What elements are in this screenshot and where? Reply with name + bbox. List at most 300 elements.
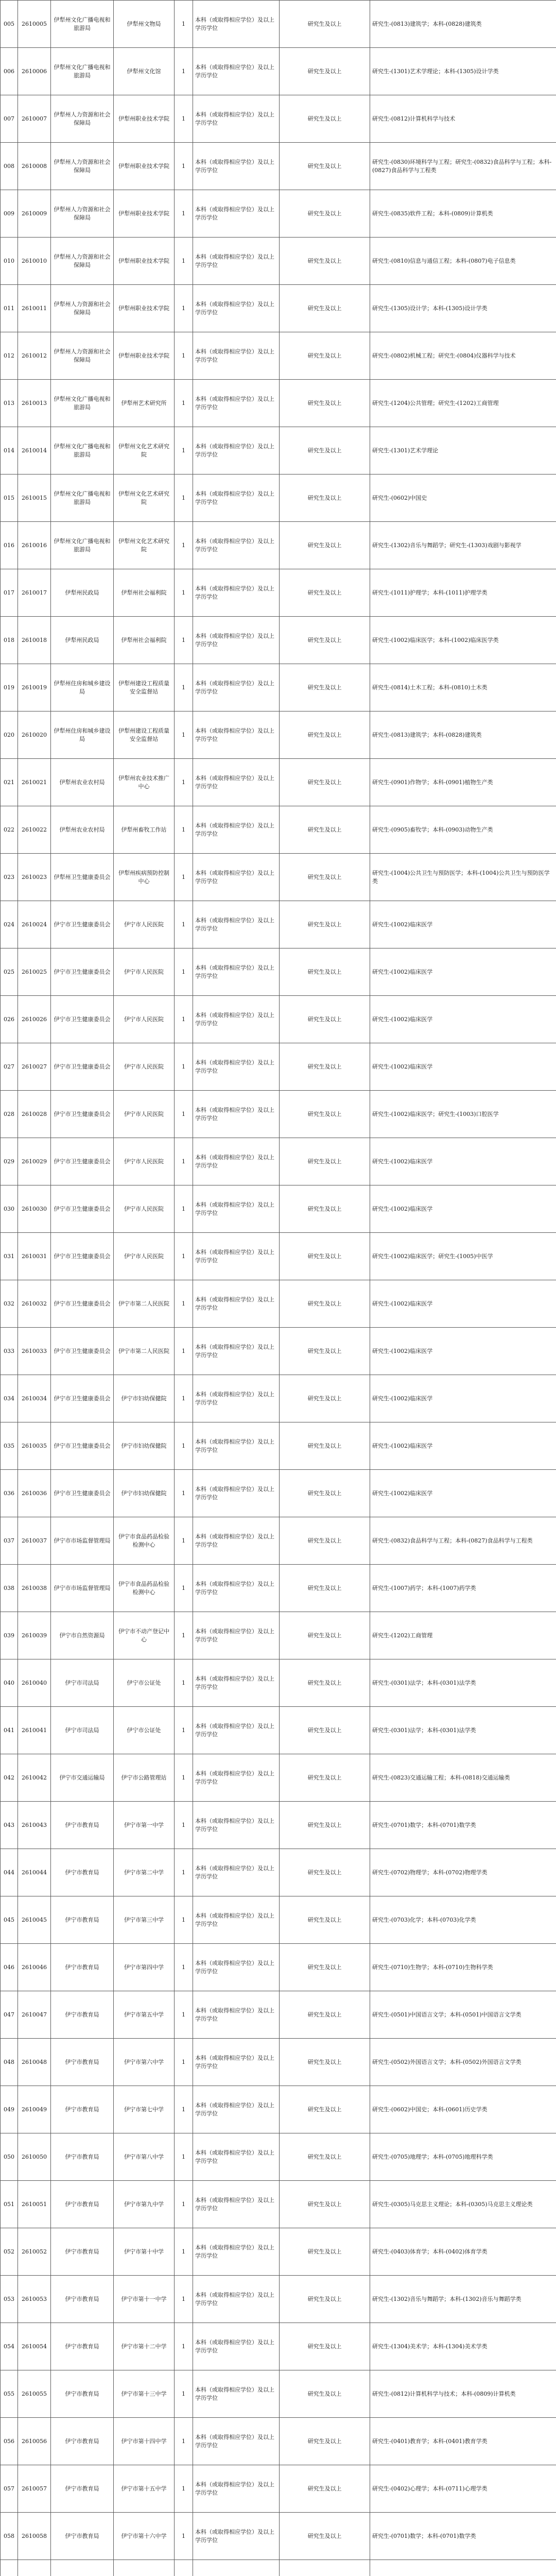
major-requirement: 研究生-(1002)临床医学；研究生-(1005)中医学	[370, 1233, 556, 1280]
hire-count: 1	[175, 2323, 193, 2370]
department-name: 伊犁州人力资源和社会保障局	[51, 95, 114, 143]
department-name: 伊犁州民政局	[51, 569, 114, 617]
unit-name: 伊宁市公证处	[114, 1659, 175, 1707]
department-name: 伊宁市教育局	[51, 2323, 114, 2370]
department-name: 伊宁市教育局	[51, 2228, 114, 2276]
table-row	[1, 2086, 556, 2133]
major-requirement: 研究生-(0812)计算机科学与技术；本科-(0809)计算机类	[370, 2370, 556, 2418]
unit-name: 伊宁市人民医院	[114, 901, 175, 948]
degree-requirement: 研究生及以上	[280, 2181, 370, 2228]
department-name: 伊犁州农业农村局	[51, 759, 114, 806]
position-code: 2610025	[18, 948, 51, 996]
department-name: 伊宁市卫生健康委员会	[51, 1091, 114, 1138]
hire-count: 1	[175, 474, 193, 522]
degree-requirement: 研究生及以上	[280, 1849, 370, 1896]
position-code: 2610041	[18, 1707, 51, 1754]
table-row	[1, 190, 556, 238]
major-requirement: 研究生-(1002)临床医学	[370, 1280, 556, 1328]
degree-requirement: 研究生及以上	[280, 2276, 370, 2323]
major-requirement: 研究生-(0813)建筑学；本科-(0828)建筑类	[370, 711, 556, 759]
row-index: 057	[1, 2465, 18, 2513]
table-row	[1, 806, 556, 854]
degree-requirement: 研究生及以上	[280, 2086, 370, 2133]
table-row	[1, 1707, 556, 1754]
table-row	[1, 901, 556, 948]
degree-requirement: 研究生及以上	[280, 711, 370, 759]
education-requirement: 本科（或取得相应学位）及以上学历学位	[193, 2039, 280, 2086]
major-requirement: 研究生-(1002)临床医学	[370, 1138, 556, 1185]
row-index: 018	[1, 617, 18, 664]
department-name: 伊宁市教育局	[51, 1802, 114, 1849]
unit-name: 伊宁市第三中学	[114, 1896, 175, 1944]
major-requirement: 研究生-(0710)生物学；本科-(0710)生物科学类	[370, 1944, 556, 1991]
degree-requirement: 研究生及以上	[280, 2039, 370, 2086]
position-code: 2610015	[18, 474, 51, 522]
table-row	[1, 948, 556, 996]
position-code: 2610005	[18, 1, 51, 48]
position-code: 2610011	[18, 285, 51, 332]
department-name: 伊宁市司法局	[51, 1659, 114, 1707]
position-code: 2610052	[18, 2228, 51, 2276]
degree-requirement: 研究生及以上	[280, 617, 370, 664]
unit-name: 伊犁州疾病预防控制中心	[114, 854, 175, 901]
table-row	[1, 48, 556, 95]
education-requirement: 本科（或取得相应学位）及以上学历学位	[193, 1802, 280, 1849]
hire-count: 1	[175, 1233, 193, 1280]
hire-count: 1	[175, 1754, 193, 1802]
education-requirement: 本科（或取得相应学位）及以上学历学位	[193, 332, 280, 380]
table-row	[1, 143, 556, 190]
education-requirement: 本科（或取得相应学位）及以上学历学位	[193, 2370, 280, 2418]
major-requirement: 研究生-(1302)音乐与舞蹈学；研究生-(1303)戏剧与影视学	[370, 522, 556, 569]
row-index: 024	[1, 901, 18, 948]
unit-name: 伊犁州文化馆	[114, 48, 175, 95]
education-requirement: 本科（或取得相应学位）及以上学历学位	[193, 1, 280, 48]
table-row	[1, 664, 556, 711]
degree-requirement: 研究生及以上	[280, 474, 370, 522]
unit-name: 伊宁市第十五中学	[114, 2465, 175, 2513]
table-row	[1, 2370, 556, 2418]
major-requirement: 研究生-(1305)设计学；本科-(1305)设计学类	[370, 285, 556, 332]
degree-requirement: 研究生及以上	[280, 1517, 370, 1565]
unit-name: 伊宁市第九中学	[114, 2181, 175, 2228]
unit-name: 伊宁市第十一中学	[114, 2276, 175, 2323]
table-row	[1, 2181, 556, 2228]
major-requirement: 研究生-(0501)中国语言文学；本科-(0501)中国语言文学类	[370, 1991, 556, 2039]
unit-name: 伊犁州社会福利院	[114, 617, 175, 664]
department-name: 伊宁市自然资源局	[51, 1612, 114, 1659]
table-row	[1, 2513, 556, 2560]
table-row	[1, 759, 556, 806]
department-name: 伊宁市卫生健康委员会	[51, 1328, 114, 1375]
row-index: 016	[1, 522, 18, 569]
unit-name: 伊宁市人民医院	[114, 1185, 175, 1233]
position-code: 2610036	[18, 1470, 51, 1517]
degree-requirement: 研究生及以上	[280, 1802, 370, 1849]
unit-name: 伊犁州职业技术学院	[114, 332, 175, 380]
major-requirement: 研究生-(0835)软件工程；本科-(0809)计算机类	[370, 190, 556, 238]
row-index: 008	[1, 143, 18, 190]
major-requirement: 研究生-(0301)法学；本科-(0301)法学类	[370, 1707, 556, 1754]
department-name: 伊宁市市场监督管理局	[51, 1517, 114, 1565]
department-name: 伊犁州人力资源和社会保障局	[51, 190, 114, 238]
department-name: 伊犁州人力资源和社会保障局	[51, 332, 114, 380]
position-code: 2610046	[18, 1944, 51, 1991]
major-requirement: 研究生-(0812)计算机科学与技术	[370, 95, 556, 143]
hire-count: 1	[175, 569, 193, 617]
unit-name: 伊宁市人民医院	[114, 996, 175, 1043]
hire-count: 1	[175, 1659, 193, 1707]
department-name: 伊犁州人力资源和社会保障局	[51, 143, 114, 190]
education-requirement: 本科（或取得相应学位）及以上学历学位	[193, 2276, 280, 2323]
row-index: 043	[1, 1802, 18, 1849]
department-name: 伊宁市卫生健康委员会	[51, 1280, 114, 1328]
row-index: 052	[1, 2228, 18, 2276]
degree-requirement: 研究生及以上	[280, 948, 370, 996]
position-code: 2610020	[18, 711, 51, 759]
table-row	[1, 996, 556, 1043]
education-requirement: 本科（或取得相应学位）及以上学历学位	[193, 474, 280, 522]
degree-requirement: 研究生及以上	[280, 1280, 370, 1328]
unit-name: 伊犁州职业技术学院	[114, 143, 175, 190]
major-requirement: 研究生-(0403)体育学；本科-(0402)体育学类	[370, 2228, 556, 2276]
hire-count: 1	[175, 2370, 193, 2418]
row-index: 038	[1, 1565, 18, 1612]
position-code: 2610023	[18, 854, 51, 901]
degree-requirement: 研究生及以上	[280, 2513, 370, 2560]
hire-count: 1	[175, 380, 193, 427]
degree-requirement: 研究生及以上	[280, 2323, 370, 2370]
hire-count: 1	[175, 1612, 193, 1659]
hire-count: 1	[175, 1280, 193, 1328]
position-code: 2610033	[18, 1328, 51, 1375]
hire-count	[175, 2560, 193, 2576]
hire-count: 1	[175, 1707, 193, 1754]
degree-requirement: 研究生及以上	[280, 2418, 370, 2465]
education-requirement: 本科（或取得相应学位）及以上学历学位	[193, 948, 280, 996]
row-index: 021	[1, 759, 18, 806]
major-requirement: 研究生-(1004)公共卫生与预防医学；本科-(1004)公共卫生与预防医学类	[370, 854, 556, 901]
hire-count: 1	[175, 2513, 193, 2560]
education-requirement: 本科（或取得相应学位）及以上学历学位	[193, 1754, 280, 1802]
degree-requirement: 研究生及以上	[280, 2228, 370, 2276]
table-row	[1, 1, 556, 48]
education-requirement: 本科（或取得相应学位）及以上学历学位	[193, 48, 280, 95]
department-name: 伊宁市市场监督管理局	[51, 1565, 114, 1612]
hire-count: 1	[175, 1849, 193, 1896]
table-row	[1, 2465, 556, 2513]
row-index: 048	[1, 2039, 18, 2086]
row-index: 039	[1, 1612, 18, 1659]
major-requirement: 研究生-(0823)交通运输工程；本科-(0818)交通运输类	[370, 1754, 556, 1802]
hire-count: 1	[175, 2086, 193, 2133]
table-row	[1, 238, 556, 285]
degree-requirement	[280, 2560, 370, 2576]
position-code: 2610057	[18, 2465, 51, 2513]
education-requirement: 本科（或取得相应学位）及以上学历学位	[193, 1565, 280, 1612]
degree-requirement: 研究生及以上	[280, 380, 370, 427]
degree-requirement: 研究生及以上	[280, 2370, 370, 2418]
position-code: 2610016	[18, 522, 51, 569]
degree-requirement: 研究生及以上	[280, 854, 370, 901]
department-name: 伊宁市交通运输局	[51, 1754, 114, 1802]
row-index: 025	[1, 948, 18, 996]
row-index: 046	[1, 1944, 18, 1991]
degree-requirement: 研究生及以上	[280, 1185, 370, 1233]
degree-requirement: 研究生及以上	[280, 285, 370, 332]
education-requirement: 本科（或取得相应学位）及以上学历学位	[193, 1944, 280, 1991]
unit-name: 伊宁市公路管理站	[114, 1754, 175, 1802]
position-code	[18, 2560, 51, 2576]
position-code: 2610042	[18, 1754, 51, 1802]
degree-requirement: 研究生及以上	[280, 522, 370, 569]
education-requirement: 本科（或取得相应学位）及以上学历学位	[193, 854, 280, 901]
hire-count: 1	[175, 1185, 193, 1233]
row-index: 027	[1, 1043, 18, 1091]
education-requirement: 本科（或取得相应学位）及以上学历学位	[193, 2465, 280, 2513]
row-index: 020	[1, 711, 18, 759]
unit-name: 伊犁州文化艺术研究院	[114, 522, 175, 569]
position-code: 2610029	[18, 1138, 51, 1185]
position-code: 2610012	[18, 332, 51, 380]
row-index: 030	[1, 1185, 18, 1233]
major-requirement: 研究生-(0830)环境科学与工程；研究生-(0832)食品科学与工程；本科-(0827)食品科学与工程类	[370, 143, 556, 190]
department-name: 伊宁市教育局	[51, 2418, 114, 2465]
hire-count: 1	[175, 1375, 193, 1422]
unit-name: 伊宁市人民医院	[114, 1138, 175, 1185]
position-code: 2610024	[18, 901, 51, 948]
department-name: 伊犁州文化广播电视和旅游局	[51, 48, 114, 95]
row-index: 049	[1, 2086, 18, 2133]
unit-name: 伊宁市第一中学	[114, 1802, 175, 1849]
degree-requirement: 研究生及以上	[280, 996, 370, 1043]
degree-requirement: 研究生及以上	[280, 48, 370, 95]
department-name: 伊宁市教育局	[51, 1944, 114, 1991]
degree-requirement: 研究生及以上	[280, 1991, 370, 2039]
major-requirement: 研究生-(0701)数学；本科-(0701)数学类	[370, 1802, 556, 1849]
hire-count: 1	[175, 1802, 193, 1849]
table-row	[1, 1849, 556, 1896]
education-requirement: 本科（或取得相应学位）及以上学历学位	[193, 238, 280, 285]
position-code: 2610032	[18, 1280, 51, 1328]
education-requirement: 本科（或取得相应学位）及以上学历学位	[193, 711, 280, 759]
table-row	[1, 1138, 556, 1185]
unit-name: 伊宁市妇幼保健院	[114, 1375, 175, 1422]
major-requirement: 研究生-(1302)音乐与舞蹈学；本科-(1302)音乐与舞蹈学类	[370, 2276, 556, 2323]
education-requirement: 本科（或取得相应学位）及以上学历学位	[193, 2181, 280, 2228]
unit-name: 伊犁州职业技术学院	[114, 285, 175, 332]
row-index: 006	[1, 48, 18, 95]
department-name: 伊宁市司法局	[51, 1707, 114, 1754]
table-row	[1, 332, 556, 380]
row-index: 010	[1, 238, 18, 285]
education-requirement: 本科（或取得相应学位）及以上学历学位	[193, 143, 280, 190]
table-row	[1, 2133, 556, 2181]
degree-requirement: 研究生及以上	[280, 1470, 370, 1517]
table-row	[1, 522, 556, 569]
row-index: 041	[1, 1707, 18, 1754]
major-requirement: 研究生-(0602)中国史	[370, 474, 556, 522]
education-requirement: 本科（或取得相应学位）及以上学历学位	[193, 1233, 280, 1280]
position-code: 2610044	[18, 1849, 51, 1896]
department-name: 伊宁市卫生健康委员会	[51, 901, 114, 948]
unit-name: 伊犁州建设工程质量安全监督站	[114, 664, 175, 711]
position-code: 2610018	[18, 617, 51, 664]
degree-requirement: 研究生及以上	[280, 1422, 370, 1470]
table-row	[1, 569, 556, 617]
major-requirement: 研究生-(1002)临床医学	[370, 1043, 556, 1091]
position-code: 2610039	[18, 1612, 51, 1659]
unit-name: 伊宁市人民医院	[114, 1233, 175, 1280]
position-code: 2610055	[18, 2370, 51, 2418]
major-requirement: 研究生-(1301)艺术学理论；本科-(1305)设计学类	[370, 48, 556, 95]
hire-count: 1	[175, 1091, 193, 1138]
major-requirement: 研究生-(0905)畜牧学；本科-(0903)动物生产类	[370, 806, 556, 854]
hire-count: 1	[175, 332, 193, 380]
row-index: 042	[1, 1754, 18, 1802]
row-index: 040	[1, 1659, 18, 1707]
degree-requirement: 研究生及以上	[280, 427, 370, 474]
position-code: 2610043	[18, 1802, 51, 1849]
degree-requirement: 研究生及以上	[280, 759, 370, 806]
degree-requirement: 研究生及以上	[280, 1612, 370, 1659]
position-code: 2610014	[18, 427, 51, 474]
position-code: 2610026	[18, 996, 51, 1043]
position-code: 2610051	[18, 2181, 51, 2228]
degree-requirement: 研究生及以上	[280, 1328, 370, 1375]
hire-count: 1	[175, 1517, 193, 1565]
row-index: 014	[1, 427, 18, 474]
position-code: 2610008	[18, 143, 51, 190]
hire-count: 1	[175, 1328, 193, 1375]
department-name: 伊犁州人力资源和社会保障局	[51, 285, 114, 332]
department-name: 伊宁市卫生健康委员会	[51, 1233, 114, 1280]
department-name: 伊宁市教育局	[51, 2086, 114, 2133]
unit-name: 伊宁市第二人民医院	[114, 1328, 175, 1375]
unit-name: 伊宁市人民医院	[114, 1043, 175, 1091]
hire-count: 1	[175, 2228, 193, 2276]
row-index: 032	[1, 1280, 18, 1328]
education-requirement: 本科（或取得相应学位）及以上学历学位	[193, 190, 280, 238]
major-requirement: 研究生-(0813)建筑学；本科-(0828)建筑类	[370, 1, 556, 48]
degree-requirement: 研究生及以上	[280, 1233, 370, 1280]
position-code: 2610034	[18, 1375, 51, 1422]
department-name: 伊宁市教育局	[51, 2513, 114, 2560]
position-code: 2610031	[18, 1233, 51, 1280]
unit-name: 伊宁市第十中学	[114, 2228, 175, 2276]
department-name: 伊宁市卫生健康委员会	[51, 1422, 114, 1470]
table-row	[1, 95, 556, 143]
position-code: 2610021	[18, 759, 51, 806]
table-row	[1, 427, 556, 474]
hire-count: 1	[175, 190, 193, 238]
position-code: 2610009	[18, 190, 51, 238]
table-row	[1, 1043, 556, 1091]
major-requirement	[370, 2560, 556, 2576]
row-index: 013	[1, 380, 18, 427]
hire-count: 1	[175, 1944, 193, 1991]
row-index: 026	[1, 996, 18, 1043]
position-code: 2610035	[18, 1422, 51, 1470]
education-requirement: 本科（或取得相应学位）及以上学历学位	[193, 2513, 280, 2560]
table-row	[1, 1944, 556, 1991]
table-row	[1, 617, 556, 664]
hire-count: 1	[175, 854, 193, 901]
unit-name: 伊宁市第二人民医院	[114, 1280, 175, 1328]
hire-count: 1	[175, 806, 193, 854]
major-requirement: 研究生-(0832)食品科学与工程；本科-(0827)食品科学与工程类	[370, 1517, 556, 1565]
position-code: 2610017	[18, 569, 51, 617]
department-name: 伊犁州民政局	[51, 617, 114, 664]
degree-requirement: 研究生及以上	[280, 143, 370, 190]
row-index: 009	[1, 190, 18, 238]
department-name: 伊宁市教育局	[51, 2276, 114, 2323]
table-row	[1, 854, 556, 901]
major-requirement: 研究生-(0814)土木工程；本科-(0810)土木类	[370, 664, 556, 711]
education-requirement: 本科（或取得相应学位）及以上学历学位	[193, 285, 280, 332]
row-index: 012	[1, 332, 18, 380]
education-requirement: 本科（或取得相应学位）及以上学历学位	[193, 1138, 280, 1185]
table-row	[1, 2039, 556, 2086]
row-index: 031	[1, 1233, 18, 1280]
department-name: 伊宁市教育局	[51, 2039, 114, 2086]
position-code: 2610030	[18, 1185, 51, 1233]
degree-requirement: 研究生及以上	[280, 1043, 370, 1091]
table-row	[1, 380, 556, 427]
unit-name	[114, 2560, 175, 2576]
row-index: 023	[1, 854, 18, 901]
hire-count: 1	[175, 522, 193, 569]
education-requirement: 本科（或取得相应学位）及以上学历学位	[193, 569, 280, 617]
education-requirement: 本科（或取得相应学位）及以上学历学位	[193, 1470, 280, 1517]
hire-count: 1	[175, 95, 193, 143]
education-requirement: 本科（或取得相应学位）及以上学历学位	[193, 1849, 280, 1896]
hire-count: 1	[175, 2133, 193, 2181]
row-index: 022	[1, 806, 18, 854]
table-row	[1, 1233, 556, 1280]
department-name: 伊宁市教育局	[51, 2465, 114, 2513]
department-name: 伊宁市卫生健康委员会	[51, 1138, 114, 1185]
education-requirement: 本科（或取得相应学位）及以上学历学位	[193, 1991, 280, 2039]
table-row	[1, 285, 556, 332]
table-row	[1, 2418, 556, 2465]
row-index: 015	[1, 474, 18, 522]
table-row	[1, 1991, 556, 2039]
hire-count: 1	[175, 759, 193, 806]
major-requirement: 研究生-(0810)信息与通信工程；本科-(0807)电子信息类	[370, 238, 556, 285]
education-requirement: 本科（或取得相应学位）及以上学历学位	[193, 1612, 280, 1659]
unit-name: 伊犁州建设工程质量安全监督站	[114, 711, 175, 759]
unit-name: 伊宁市妇幼保健院	[114, 1422, 175, 1470]
degree-requirement: 研究生及以上	[280, 664, 370, 711]
department-name: 伊犁州农业农村局	[51, 806, 114, 854]
unit-name: 伊宁市第十三中学	[114, 2370, 175, 2418]
unit-name: 伊宁市第八中学	[114, 2133, 175, 2181]
education-requirement: 本科（或取得相应学位）及以上学历学位	[193, 664, 280, 711]
unit-name: 伊宁市第二中学	[114, 1849, 175, 1896]
position-code: 2610045	[18, 1896, 51, 1944]
hire-count: 1	[175, 2039, 193, 2086]
education-requirement: 本科（或取得相应学位）及以上学历学位	[193, 1185, 280, 1233]
position-code: 2610050	[18, 2133, 51, 2181]
row-index: 017	[1, 569, 18, 617]
position-code: 2610022	[18, 806, 51, 854]
hire-count: 1	[175, 238, 193, 285]
major-requirement: 研究生-(0401)教育学；本科-(0401)教育学类	[370, 2418, 556, 2465]
department-name: 伊宁市卫生健康委员会	[51, 948, 114, 996]
position-code: 2610019	[18, 664, 51, 711]
major-requirement: 研究生-(1011)护理学；本科-(1011)护理学类	[370, 569, 556, 617]
